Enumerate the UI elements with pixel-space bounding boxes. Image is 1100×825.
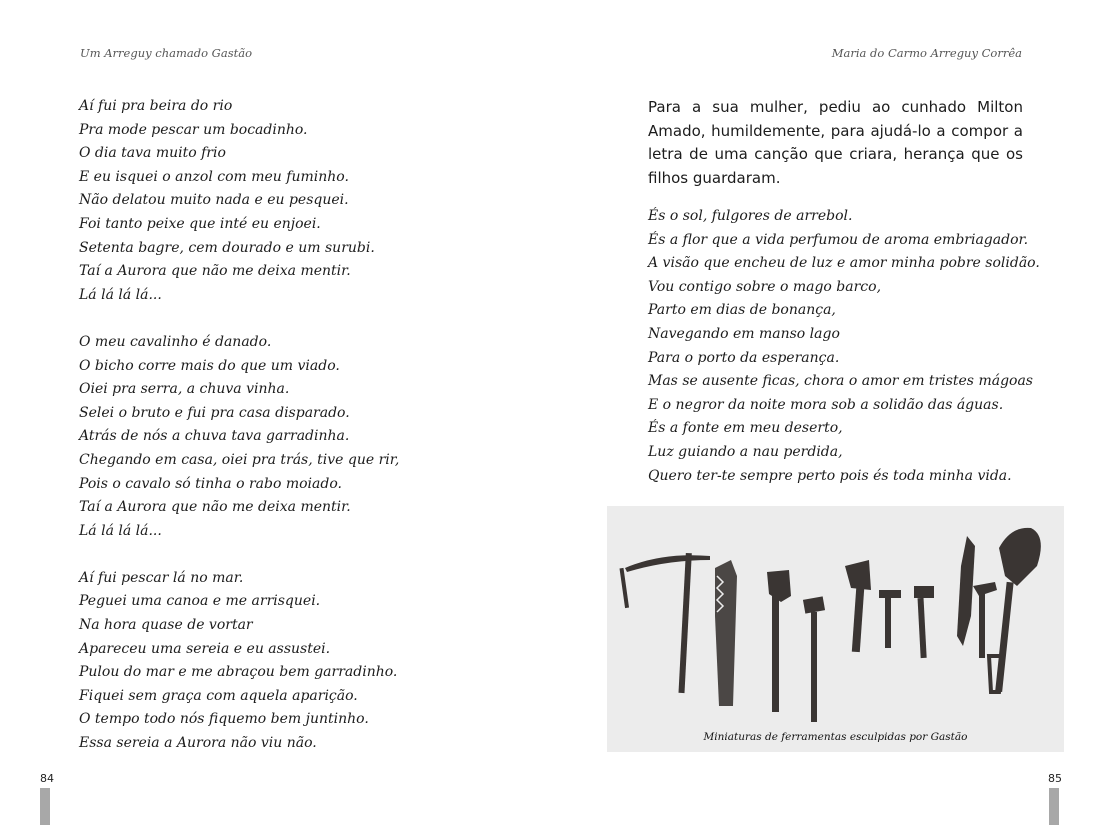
pickaxe-icon — [620, 553, 710, 693]
verse-line: O tempo todo nós fiquemo bem juntinho. — [79, 711, 369, 728]
verse-line: O dia tava muito frio — [79, 145, 226, 162]
verse-line: Oiei pra serra, a chuva vinha. — [79, 381, 290, 398]
song-line: Mas se ausente ficas, chora o amor em tristes mágoas — [648, 373, 1033, 390]
right-page-prose: Para a sua mulher, pediu ao cunhado Milton Amado, humildemente, para ajudá-lo a compor a letra de uma canção que criara, herança que os filhos guardaram. — [648, 98, 1023, 187]
running-header-author: Maria do Carmo Arreguy Corrêa — [831, 46, 1022, 60]
mallet-icon — [803, 596, 825, 722]
verse-line: Fiquei sem graça com aquela aparição. — [79, 687, 358, 704]
verse-line: Chegando em casa, oiei pra trás, tive que rir, — [79, 451, 400, 468]
verse-line: Lá lá lá lá... — [79, 286, 162, 303]
page-edge-tab-right — [1049, 788, 1059, 825]
page-number-right: 85 — [1048, 772, 1062, 785]
verse-line: Aí fui pescar lá no mar. — [79, 569, 244, 586]
verse-line: Setenta bagre, cem dourado e um surubi. — [79, 239, 375, 256]
song-line: És a flor que a vida perfumou de aroma embriagador. — [648, 231, 1029, 248]
verse-stanza — [79, 331, 399, 543]
hoe-icon — [973, 582, 997, 658]
tools-illustration — [607, 506, 1064, 752]
verse-line: E eu isquei o anzol com meu fuminho. — [79, 168, 349, 185]
shovel-icon — [989, 528, 1041, 692]
verse-line: Pra mode pescar um bocadinho. — [79, 121, 308, 138]
verse-line: Peguei uma canoa e me arrisquei. — [79, 593, 321, 610]
verse-stanza — [79, 567, 399, 756]
verse-line: Na hora quase de vortar — [79, 617, 253, 634]
verse-line: Taí a Aurora que não me deixa mentir. — [79, 263, 351, 280]
verse-line: Taí a Aurora que não me deixa mentir. — [79, 499, 351, 516]
saw-icon — [715, 560, 737, 706]
song-line: És a fonte em meu deserto, — [648, 420, 843, 437]
verse-line: O meu cavalinho é danado. — [79, 333, 272, 350]
machete-icon — [957, 536, 975, 646]
hammer-icon — [879, 590, 901, 648]
page-edge-tab-left — [40, 788, 50, 825]
running-header-book-title: Um Arreguy chamado Gastão — [80, 46, 253, 60]
song-line: Parto em dias de bonança, — [648, 302, 836, 319]
song-line: Luz guiando a nau perdida, — [648, 443, 843, 460]
song-line: A visão que encheu de luz e amor minha pobre solidão. — [648, 255, 1040, 272]
verse-line: Atrás de nós a chuva tava garradinha. — [79, 428, 350, 445]
axe-icon — [767, 570, 791, 712]
song-line: Quero ter-te sempre perto pois és toda minha vida. — [648, 467, 1012, 484]
verse-line: Não delatou muito nada e eu pesquei. — [79, 192, 349, 209]
left-page-verses — [79, 95, 399, 779]
small-axe-icon — [914, 586, 934, 658]
song-line: Vou contigo sobre o mago barco, — [648, 278, 882, 295]
song-line: E o negror da noite mora sob a solidão das águas. — [648, 396, 1004, 413]
hatchet-icon — [845, 560, 871, 652]
song-line: Navegando em manso lago — [648, 325, 840, 342]
photo-caption: Miniaturas de ferramentas esculpidas por Gastão — [703, 731, 968, 743]
verse-line: Pois o cavalo só tinha o rabo moiado. — [79, 475, 342, 492]
song-lyrics — [648, 205, 1040, 488]
song-line: És o sol, fulgores de arrebol. — [648, 208, 853, 224]
verse-line: Selei o bruto e fui pra casa disparado. — [79, 404, 350, 421]
verse-line: Apareceu uma sereia e eu assustei. — [79, 640, 331, 657]
verse-line: Lá lá lá lá... — [79, 522, 162, 539]
verse-line: Foi tanto peixe que inté eu enjoei. — [79, 215, 321, 232]
verse-stanza — [79, 95, 399, 307]
photo-miniature-tools — [607, 506, 1064, 752]
page-number-left: 84 — [40, 772, 54, 785]
verse-line: Aí fui pra beira do rio — [79, 98, 233, 114]
verse-line: O bicho corre mais do que um viado. — [79, 357, 340, 374]
verse-line: Pulou do mar e me abraçou bem garradinho. — [79, 664, 398, 681]
song-line: Para o porto da esperança. — [648, 349, 840, 366]
verse-line: Essa sereia a Aurora não viu não. — [79, 735, 317, 752]
